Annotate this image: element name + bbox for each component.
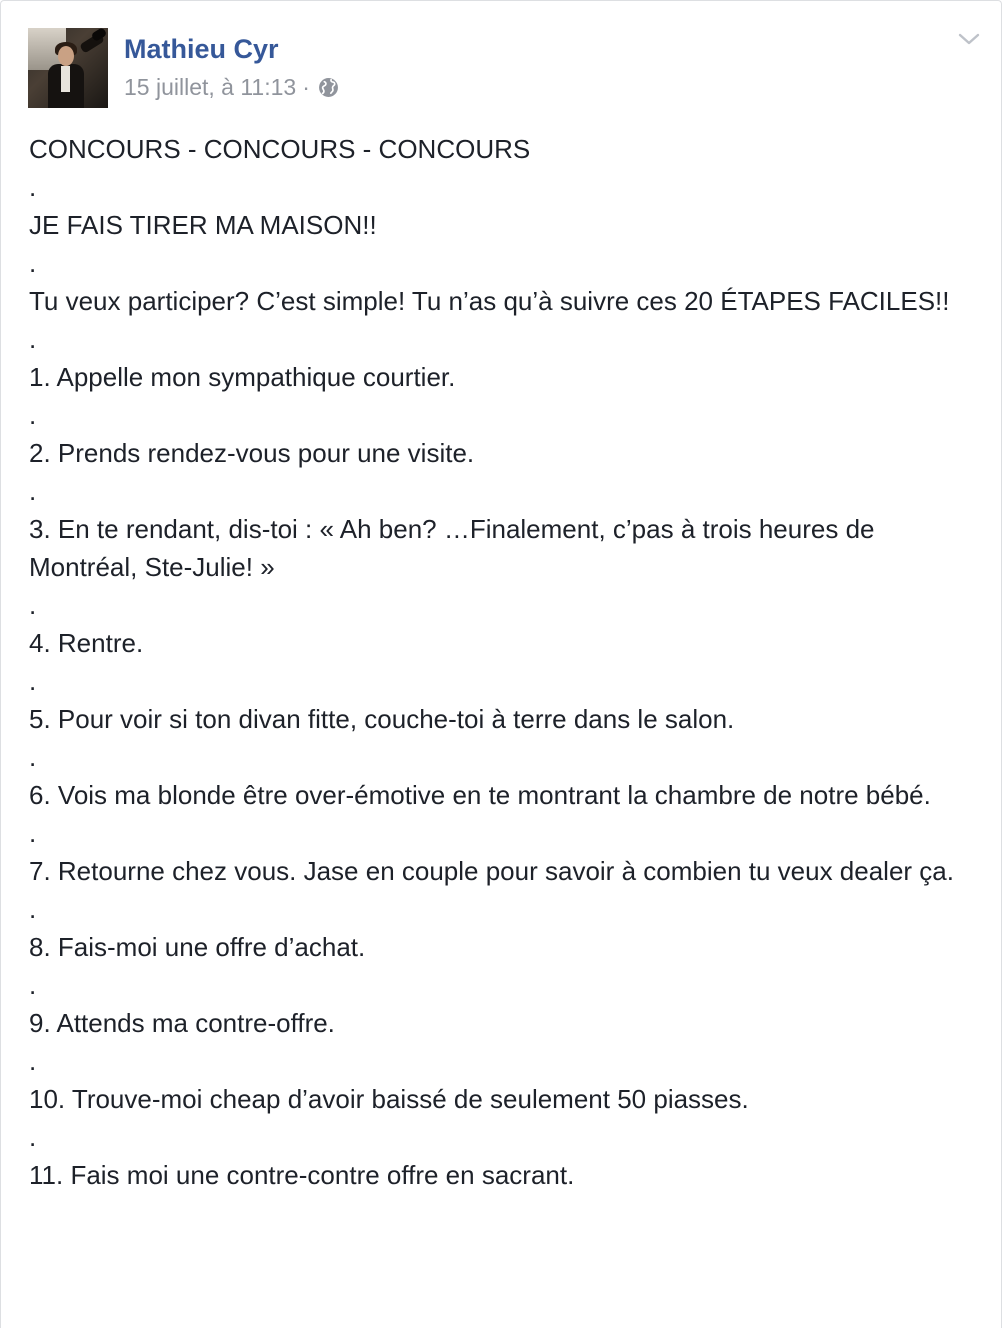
line-separator-dot: . (29, 248, 37, 278)
post-meta (124, 73, 339, 101)
post-text-line: 11. Fais moi une contre-contre offre en sacrant. (29, 1160, 575, 1190)
post-text-line: 7. Retourne chez vous. Jase en couple pour savoir à combien tu veux dealer ça. (29, 856, 954, 886)
post-text-line: 3. En te rendant, dis-toi : « Ah ben? …Finalement, c’pas à trois heures de Montréal, Ste-Julie! » (29, 514, 882, 582)
post-header (1, 1, 1001, 119)
post-text-line: 6. Vois ma blonde être over-émotive en te montrant la chambre de notre bébé. (29, 780, 931, 810)
line-separator-dot: . (29, 970, 37, 1000)
line-separator-dot: . (29, 172, 37, 202)
post-text-line: 8. Fais-moi une offre d’achat. (29, 932, 366, 962)
line-separator-dot: . (29, 476, 37, 506)
line-separator-dot: . (29, 818, 37, 848)
post-text-line: JE FAIS TIRER MA MAISON!! (29, 210, 377, 240)
post-text-line: 1. Appelle mon sympathique courtier. (29, 362, 456, 392)
line-separator-dot: . (29, 894, 37, 924)
globe-icon[interactable] (318, 77, 339, 98)
line-separator-dot: . (29, 742, 37, 772)
post-text-line: Tu veux participer? C’est simple! Tu n’as qu’à suivre ces 20 ÉTAPES FACILES!! (29, 286, 950, 316)
post-text-line: 4. Rentre. (29, 628, 144, 658)
avatar-head (58, 46, 74, 66)
avatar-shirt (61, 66, 70, 92)
post-text-line: 2. Prends rendez-vous pour une visite. (29, 438, 475, 468)
post-content (29, 130, 979, 1194)
post-text-line: 9. Attends ma contre-offre. (29, 1008, 335, 1038)
meta-separator: · (302, 74, 310, 100)
line-separator-dot: . (29, 666, 37, 696)
chevron-down-icon[interactable] (956, 29, 982, 49)
post-timestamp-link[interactable]: 15 juillet, à 11:13 (124, 74, 297, 100)
post-text-line: CONCOURS - CONCOURS - CONCOURS (29, 134, 531, 164)
line-separator-dot: . (29, 324, 37, 354)
avatar[interactable] (28, 28, 108, 108)
line-separator-dot: . (29, 1122, 37, 1152)
line-separator-dot: . (29, 400, 37, 430)
post-text-line: 10. Trouve-moi cheap d’avoir baissé de seulement 50 piasses. (29, 1084, 749, 1114)
line-separator-dot: . (29, 590, 37, 620)
line-separator-dot: . (29, 1046, 37, 1076)
author-name-link[interactable]: Mathieu Cyr (124, 34, 279, 64)
post-text-line: 5. Pour voir si ton divan fitte, couche-toi à terre dans le salon. (29, 704, 735, 734)
